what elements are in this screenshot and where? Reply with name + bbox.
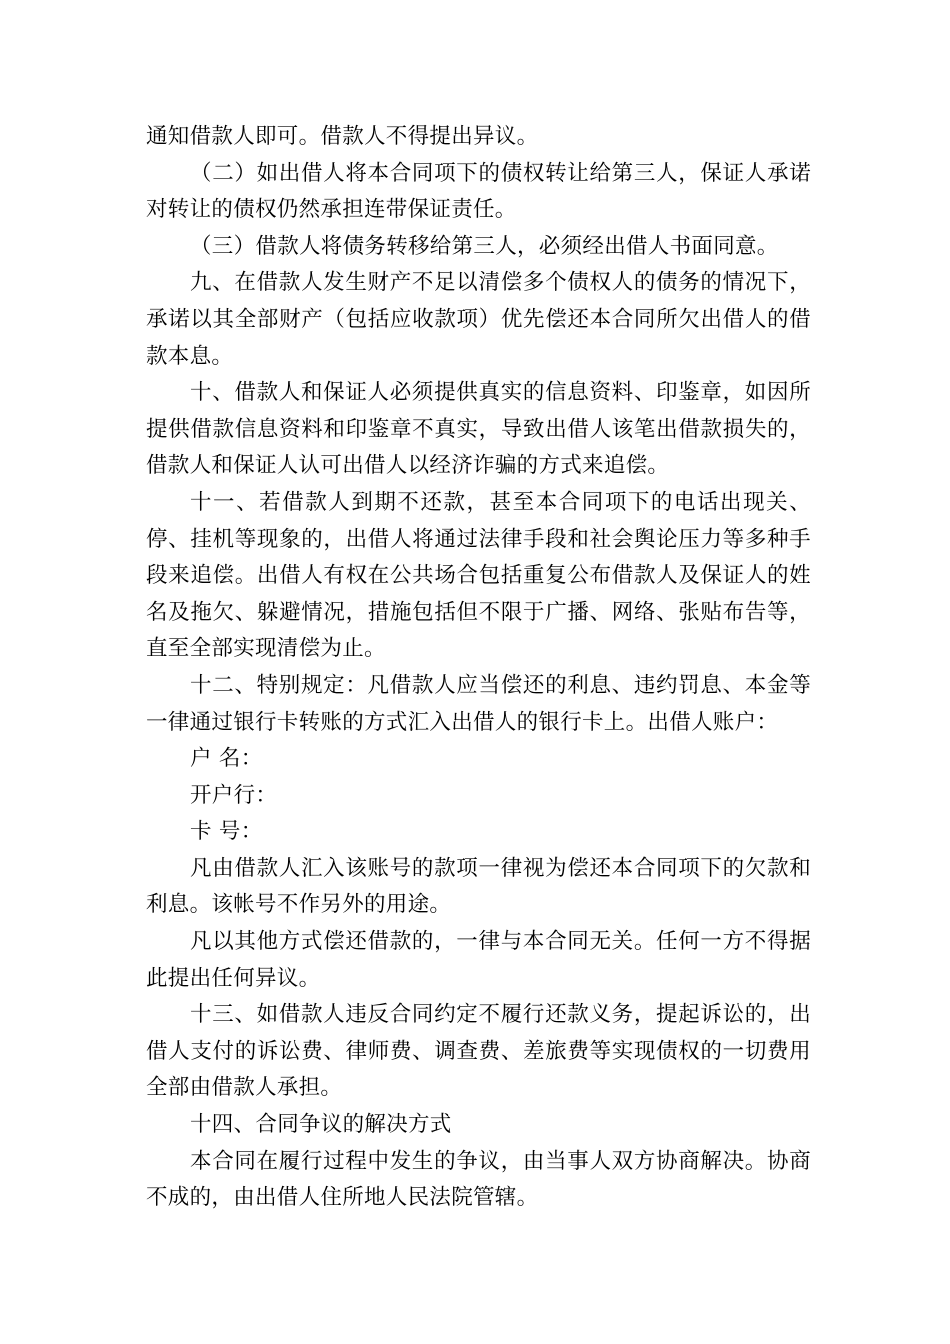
paragraph-clause-8-3: （三）借款人将债务转移给第三人，必须经出借人书面同意。 (190, 233, 779, 259)
paragraph-clause-8-2: （二）如出借人将本合同项下的债权转让给第三人，保证人承诺对转让的债权仍然承担连带保证责任。 (146, 160, 811, 223)
paragraph-other-repayment: 凡以其他方式偿还借款的，一律与本合同无关。任何一方不得据此提出任何异议。 (146, 929, 811, 991)
paragraph-clause-11: 十一、若借款人到期不还款，甚至本合同项下的电话出现关、停、挂机等现象的，出借人将通过法律手段和社会舆论压力等多种手段来追偿。出借人有权在公共场合包括重复公布借款人及保证人的姓名及拖欠、躲避情况，措施包括但不限于广播、网络、张贴布告等，直至全部实现清偿为止。 (146, 489, 811, 662)
heading-clause-14: 十四、合同争议的解决方式 (190, 1112, 452, 1138)
paragraph-clause-12: 十二、特别规定：凡借款人应当偿还的利息、违约罚息、本金等一律通过银行卡转账的方式汇入出借人的银行卡上。出借人账户： (146, 672, 811, 735)
account-bank-field: 开户行： (190, 782, 278, 808)
paragraph-clause-9: 九、在借款人发生财产不足以清偿多个债权人的债务的情况下，承诺以其全部财产（包括应收款项）优先偿还本合同所欠出借人的借款本息。 (146, 270, 811, 369)
account-card-number-field: 卡 号： (190, 819, 263, 845)
paragraph-continuation: 通知借款人即可。借款人不得提出异议。 (146, 124, 539, 149)
paragraph-clause-10: 十、借款人和保证人必须提供真实的信息资料、印鉴章，如因所提供借款信息资料和印鉴章不真实，导致出借人该笔出借款损失的，借款人和保证人认可出借人以经济诈骗的方式来追偿。 (146, 380, 811, 479)
paragraph-dispute-resolution: 本合同在履行过程中发生的争议，由当事人双方协商解决。协商不成的，由出借人住所地人民法院管辖。 (146, 1148, 811, 1211)
account-name-field: 户 名： (190, 746, 263, 772)
paragraph-account-usage: 凡由借款人汇入该账号的款项一律视为偿还本合同项下的欠款和利息。该帐号不作另外的用途。 (146, 855, 811, 918)
paragraph-clause-13: 十三、如借款人违反合同约定不履行还款义务，提起诉讼的，出借人支付的诉讼费、律师费、调查费、差旅费等实现债权的一切费用全部由借款人承担。 (146, 1002, 811, 1101)
document-body (146, 119, 811, 1217)
